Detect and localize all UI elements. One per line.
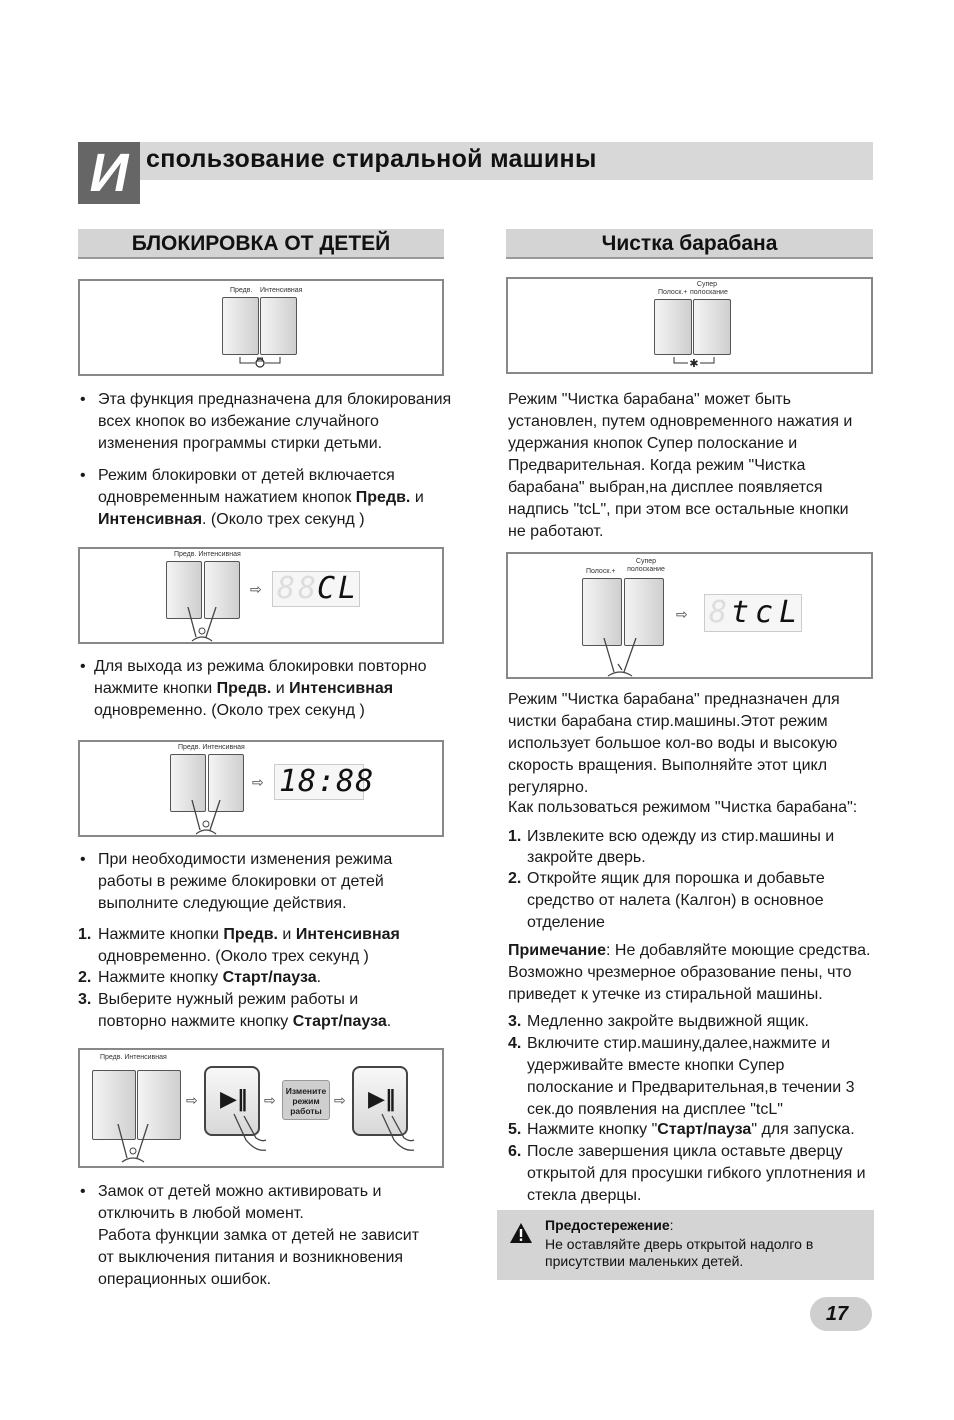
step-3-line-1: Выберите нужный режим работы и: [98, 991, 359, 1008]
step-number: 6.: [508, 1143, 522, 1160]
pre-wash-button: [222, 297, 259, 355]
drum-step-6-line-1: После завершения цикла оставьте дверцу: [527, 1143, 843, 1160]
drum-para-2-line-2: чистки барабана стир.машины.Этот режим: [508, 713, 828, 730]
bullet-dot: •: [80, 1183, 86, 1200]
drum-step-4-line-3: полоскание и Предварительная,в течении 3: [527, 1079, 855, 1096]
caution-box: [497, 1210, 874, 1280]
hand-press-icon: [112, 1124, 162, 1164]
drum-step-1-line-1: Извлеките всю одежду из стир.машины и: [527, 828, 835, 845]
drum-para-2-line-4: скорость вращения. Выполняйте этот цикл: [508, 757, 828, 774]
button-label-rinse: Полоск.+: [586, 568, 616, 575]
arrow-icon: ⇨: [334, 1093, 346, 1109]
bullet-3-line-1: Для выхода из режима блокировки повторно: [94, 658, 427, 675]
play-pause-icon: ▶‖: [220, 1087, 248, 1112]
bullet-1-line-2: всех кнопок во избежание случайного: [98, 413, 379, 430]
note-line-2: Возможно чрезмерное образование пены, что: [508, 964, 852, 981]
display-time: 18:88: [279, 764, 375, 799]
drum-para-2-line-3: использует большое кол-во воды и высокую: [508, 735, 838, 752]
caution-line-2: присутствии маленьких детей.: [545, 1253, 744, 1269]
drum-step-6-line-3: стекла дверцы.: [527, 1187, 642, 1204]
display-tcl: tcL: [731, 595, 804, 630]
hand-press-icon: [186, 800, 234, 836]
drum-step-5-line-1: Нажмите кнопку "Старт/пауза" для запуска.: [527, 1121, 855, 1138]
note-line-3: приведет к утечке из стиральной машины.: [508, 986, 823, 1003]
bullet-5-line-3: Работа функции замка от детей не зависит: [98, 1227, 420, 1244]
star-icon: [672, 355, 716, 369]
bullet-1-line-1: Эта функция предназначена для блокирования: [98, 391, 452, 408]
drum-para-1-line-3: удержания кнопок Супер полоскание и: [508, 435, 798, 452]
button-label-pre: Предв.: [230, 287, 253, 294]
step-2-line-1: Нажмите кнопку Старт/пауза.: [98, 969, 322, 986]
drum-step-4-line-2: удерживайте вместе кнопки Супер: [527, 1057, 785, 1074]
drum-para-1-line-4: Предварительная. Когда режим "Чистка: [508, 457, 806, 474]
bullet-3-line-3: одновременно. (Около трех секунд ): [94, 702, 365, 719]
bullet-dot: •: [80, 467, 86, 484]
drum-step-4-line-1: Включите стир.машину,далее,нажмите и: [527, 1035, 831, 1052]
finger-press-icon: [230, 1110, 270, 1160]
drum-step-2-line-1: Откройте ящик для порошка и добавьте: [527, 870, 825, 887]
arrow-icon: ⇨: [252, 775, 264, 791]
step-number: 3.: [508, 1013, 522, 1030]
hand-press-icon: [596, 638, 652, 678]
drum-clean-figure-1: [506, 277, 873, 374]
bullet-1-line-3: изменения программы стирки детьми.: [98, 435, 383, 452]
header-letter-box: [78, 142, 140, 204]
bullet-5-line-4: от выключения питания и возникновения: [98, 1249, 404, 1266]
bullet-dot: •: [80, 851, 86, 868]
intensive-button: [260, 297, 297, 355]
super-rinse-button: [693, 299, 731, 355]
child-lock-figure-4: [78, 1048, 444, 1168]
rinse-plus-button: [654, 299, 692, 355]
bullet-dot: •: [80, 658, 86, 675]
super-rinse-button: [624, 578, 664, 646]
svg-text:✱: ✱: [689, 357, 699, 369]
button-label-rinse: Полоск.+: [658, 289, 688, 296]
drum-para-1-line-6: надпись "tcL", при этом все остальные кнопки: [508, 501, 849, 518]
display-panel: [272, 571, 360, 607]
step-number: 3.: [78, 991, 92, 1008]
drum-step-1-line-2: закройте дверь.: [527, 849, 646, 866]
button-label-super-rinse: Супер полоскание: [627, 558, 665, 573]
drum-step-6-line-2: открытой для просушки гибкого уплотнения и: [527, 1165, 866, 1182]
drum-para-1-line-5: барабана" выбран,на дисплее появляется: [508, 479, 823, 496]
bullet-dot: •: [80, 391, 86, 408]
finger-press-icon: [378, 1110, 418, 1160]
bullet-4-line-3: выполните следующие действия.: [98, 895, 347, 912]
child-lock-figure-3: [78, 740, 444, 837]
bullet-5-line-1: Замок от детей можно активировать и: [98, 1183, 382, 1200]
note-line-1: Примечание: Не добавляйте моющие средства.: [508, 942, 871, 959]
child-lock-figure-1: [78, 279, 444, 376]
rinse-plus-button: [582, 578, 622, 646]
drum-para-2-line-1: Режим "Чистка барабана" предназначен для: [508, 691, 840, 708]
step-number: 1.: [78, 926, 92, 943]
display-panel: [704, 594, 802, 632]
drum-para-1-line-2: установлен, путем одновременного нажатия и: [508, 413, 853, 430]
arrow-icon: ⇨: [676, 607, 688, 623]
drum-para-2-line-6: Как пользоваться режимом "Чистка барабана":: [508, 799, 858, 816]
step-number: 2.: [78, 969, 92, 986]
caution-title: Предостережение:: [545, 1217, 674, 1233]
bullet-2-line-3: Интенсивная. (Около трех секунд ): [98, 511, 365, 528]
page-title: спользование стиральной машины: [146, 145, 597, 173]
bullet-5-line-2: отключить в любой момент.: [98, 1205, 304, 1222]
display-ghost-digits: 88: [277, 571, 320, 606]
button-label-intensive: Интенсивная: [260, 287, 303, 294]
button-labels: Предв. Интенсивная: [100, 1054, 167, 1061]
bullet-3-line-2: нажмите кнопки Предв. и Интенсивная: [94, 680, 394, 697]
bullet-4-line-2: работы в режиме блокировки от детей: [98, 873, 384, 890]
display-cl: CL: [317, 571, 360, 606]
step-number: 1.: [508, 828, 522, 845]
arrow-icon: ⇨: [264, 1093, 276, 1109]
drum-para-1-line-1: Режим "Чистка барабана" может быть: [508, 391, 792, 408]
display-ghost-digits: 8: [709, 595, 731, 630]
hand-press-icon: [182, 607, 230, 643]
button-labels: Предв. Интенсивная: [174, 551, 241, 558]
play-pause-icon: ▶‖: [368, 1087, 396, 1112]
bullet-4-line-1: При необходимости изменения режима: [98, 851, 393, 868]
caution-line-1: Не оставляйте дверь открытой надолго в: [545, 1236, 814, 1252]
step-3-line-2: повторно нажмите кнопку Старт/пауза.: [98, 1013, 392, 1030]
step-number: 2.: [508, 870, 522, 887]
child-lock-heading: БЛОКИРОВКА ОТ ДЕТЕЙ: [78, 229, 444, 259]
drum-clean-heading: Чистка барабана: [506, 229, 873, 259]
bullet-2-line-2: одновременным нажатием кнопок Предв. и: [98, 489, 424, 506]
drum-step-3-line-1: Медленно закройте выдвижной ящик.: [527, 1013, 809, 1030]
step-1-line-1: Нажмите кнопки Предв. и Интенсивная: [98, 926, 400, 943]
drum-para-2-line-5: регулярно.: [508, 779, 589, 796]
header-initial-letter: И: [89, 143, 129, 203]
bullet-5-line-5: операционных ошибок.: [98, 1271, 272, 1288]
arrow-icon: ⇨: [250, 582, 262, 598]
arrow-icon: ⇨: [186, 1093, 198, 1109]
warning-icon: [509, 1222, 533, 1244]
child-lock-figure-2: [78, 547, 444, 644]
drum-para-1-line-7: не работают.: [508, 523, 604, 540]
step-number: 5.: [508, 1121, 522, 1138]
drum-step-2-line-3: отделение: [527, 914, 605, 931]
button-labels: Предв. Интенсивная: [178, 744, 245, 751]
lock-icon: [238, 355, 282, 369]
drum-step-4-line-4: сек.до появления на дисплее "tcL": [527, 1101, 783, 1118]
button-label-super-rinse: Супер полоскание: [690, 281, 728, 296]
change-mode-box: Измените режим работы: [282, 1080, 330, 1120]
bullet-2-line-1: Режим блокировки от детей включается: [98, 467, 395, 484]
drum-clean-figure-2: [506, 552, 873, 679]
drum-step-2-line-2: средство от налета (Калгон) в основное: [527, 892, 824, 909]
step-number: 4.: [508, 1035, 522, 1052]
page-number: 17: [825, 1303, 849, 1325]
display-panel: [274, 764, 375, 800]
step-1-line-2: одновременно. (Около трех секунд ): [98, 948, 369, 965]
